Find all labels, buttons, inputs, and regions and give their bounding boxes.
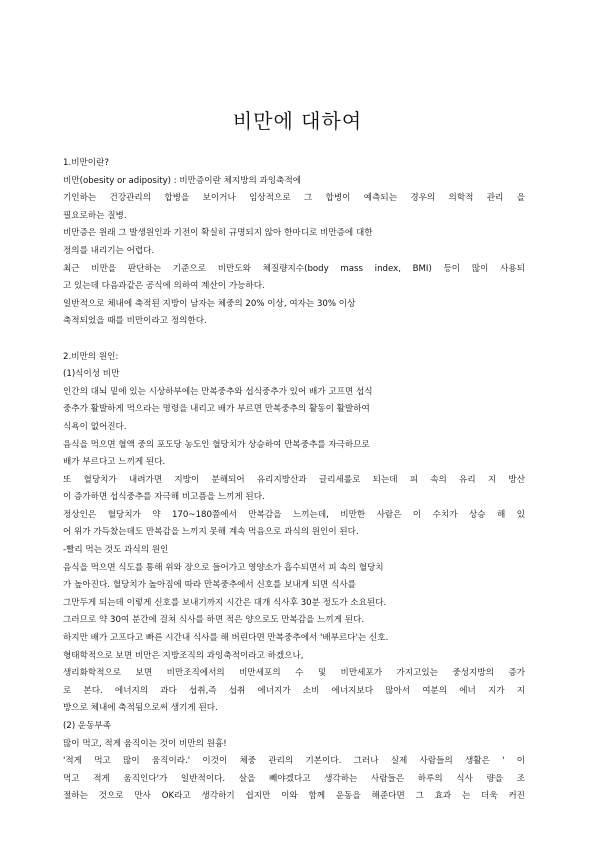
- text-line: 절하는 것으로 만사 OK라고 생각하기 쉽지만 이와 함께 운동을 해준다면 그 효과 는 더욱 커진: [63, 791, 525, 802]
- text-line: 비만증은 원래 그 발생원인과 기전이 확실히 규명되지 않아 한마디로 비만증에 대한: [63, 228, 373, 239]
- text-line: 고 있는데 다음과같은 공식에 의하여 계산이 가능하다.: [63, 281, 265, 292]
- text-line: 1.비만이란?: [63, 158, 109, 168]
- text-line: 음식을 먹으면 혈액 중의 포도당 농도인 혈당치가 상승하여 만복중추를 자극하므로: [63, 439, 370, 450]
- text-line: 그만두게 되는데 이렇게 신호를 보내기까지 시간은 대개 식사후 30분 정도가 소요된다.: [63, 597, 387, 608]
- text-line: 가 높아진다. 혈당치가 높아짐에 따라 만복중추에서 신호를 보내게 되면 식사를: [63, 580, 356, 591]
- document-title: 비만에 대하여: [232, 109, 363, 134]
- text-line: '적게 먹고 많이 움직이라.' 이것이 체중 관리의 기본이다. 그러나 실제 사람들의 생활은 ' 이: [63, 756, 525, 767]
- blank-line: [63, 331, 525, 349]
- text-line: 식욕이 없어진다.: [63, 421, 127, 432]
- text-line: 하지만 배가 고프다고 빠른 시간내 식사를 해 버린다면 만복중추에서 '배부르다'는 신호.: [63, 633, 389, 644]
- text-line: 이 증가하면 섭식중추를 자극해 비고픔을 느끼게 된다.: [63, 492, 265, 503]
- text-line: 2.비만의 원인:: [63, 351, 119, 362]
- text-line: 중추가 활발하게 먹으라는 명령을 내리고 배가 부르면 만복중추의 활동이 활발하여: [63, 404, 370, 415]
- text-line: 많이 먹고, 적게 움직이는 것이 비만의 원흉!: [63, 738, 227, 749]
- text-line: 로 본다. 에너지의 과다 섭취,즉 섭취 에너지가 소비 에너지보다 많아서 여분의 에너 지가 지: [63, 685, 525, 696]
- text-line: 방으로 체내에 축적됨으로써 생기게 된다.: [63, 703, 218, 714]
- text-line: (2) 운동부족: [63, 721, 112, 731]
- text-line: 먹고 적게 움직인다'가 일반적이다. 살을 빼야겠다고 생각하는 사람들은 하루의 식사 량을 조: [63, 773, 525, 784]
- text-line: 어 위가 가득찼는데도 만복감을 느끼지 못해 계속 먹음으로 과식의 원인이 된다.: [63, 527, 359, 538]
- text-line: 필요로하는 질병.: [63, 210, 127, 221]
- text-line: 생리화학적으로 보면 비만조직에서의 비만세포의 수 및 비만세포가 가지고있는 중성지방의 증가: [63, 668, 525, 679]
- text-line: 형태학적으로 보면 비만은 지방조직의 과잉축적이라고 하겠으나,: [63, 650, 304, 661]
- text-line: 인간의 대뇌 밑에 있는 시상하부에는 만복중추와 섭식중추가 있어 배가 고프면 섭식: [63, 386, 373, 397]
- text-line: 배가 부르다고 느끼게 된다.: [63, 457, 166, 468]
- text-line: 비만(obesity or adiposity) : 비만증이란 체지방의 과잉축적에: [63, 175, 302, 186]
- text-line: 또 혈당치가 내려가면 지방이 분해되어 유리지방산과 글리세롤로 되는데 피 속의 유리 지 방산: [63, 474, 525, 485]
- text-line: -빨리 먹는 것도 과식의 원인: [63, 545, 169, 556]
- text-line: 기인하는 건강관리의 합병을 보이거나 임상적으로 그 합병이 예측되는 경우의 의학적 관리 을: [63, 193, 525, 204]
- text-line: 축적되었을 때를 비만이라고 정의한다.: [63, 316, 207, 327]
- text-line: 그러므로 약 30여 분간에 걸쳐 식사를 하면 적은 양으로도 만복감을 느끼게 된다.: [63, 615, 365, 626]
- text-line: 일반적으로 체내에 축적된 지방이 남자는 체중의 20% 이상, 여자는 30% 이상: [63, 298, 356, 309]
- text-line: 정상인은 혈당치가 약 170~180쯤에서 만복감을 느끼는데, 비만한 사람은 이 수치가 상승 해 있: [63, 509, 525, 520]
- text-line: 정의를 내리기는 어렵다.: [63, 245, 155, 256]
- text-line: 음식을 먹으면 식도를 통해 위와 장으로 들어가고 영양소가 흡수되면서 피 속의 혈당치: [63, 562, 384, 573]
- text-line: 최근 비만을 판단하는 기준으로 비만도와 체질량지수(body mass index, BMI) 등이 많이 사용되: [63, 263, 525, 274]
- text-line: (1)식이성 비만: [63, 369, 120, 380]
- document-body: [63, 155, 525, 806]
